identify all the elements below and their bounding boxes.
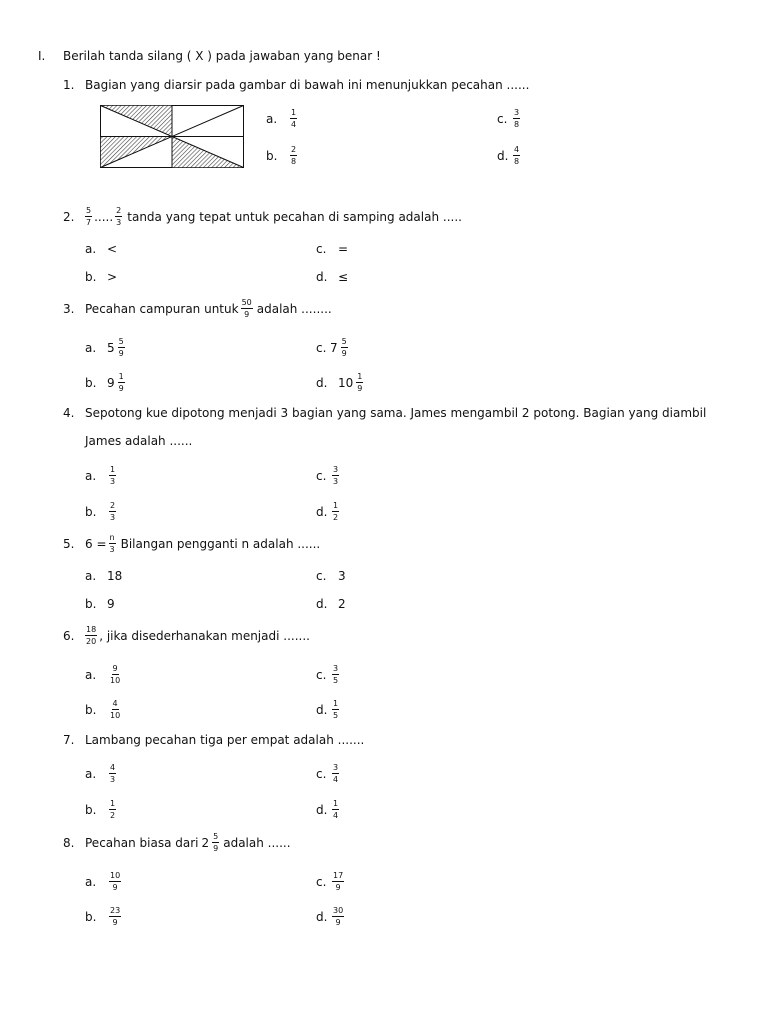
option-label: d. xyxy=(316,909,328,924)
option-label: d. xyxy=(497,148,509,163)
shaded-fraction-figure xyxy=(100,105,244,168)
question-4-text-line2: James adalah ...... xyxy=(85,434,193,448)
question-5-lhs: 6 = xyxy=(85,536,107,551)
option-label: d. xyxy=(316,504,328,519)
question-7-option-c[interactable] xyxy=(316,763,341,784)
question-8-option-d[interactable] xyxy=(316,906,346,927)
option-label: c. xyxy=(497,111,508,126)
option-fraction: $\frac{1}{3}$ xyxy=(110,465,116,486)
question-5-option-d[interactable] xyxy=(316,597,346,611)
option-label: b. xyxy=(85,375,97,390)
option-value: = xyxy=(338,242,349,256)
option-value: ≤ xyxy=(338,270,349,284)
option-fraction: $\frac{4}{10}$ xyxy=(110,699,121,720)
option-label: c. xyxy=(316,874,327,889)
option-fraction: $\frac{1}{2}$ xyxy=(333,501,339,522)
option-fraction: $\frac{2}{8}$ xyxy=(291,145,297,166)
option-value: > xyxy=(107,270,118,284)
option-label: c. xyxy=(316,242,327,256)
question-2-number: 2. xyxy=(63,210,75,224)
question-6-option-d[interactable] xyxy=(316,699,341,720)
question-3-text-after: adalah ........ xyxy=(256,301,332,316)
question-1-text: Bagian yang diarsir pada gambar di bawah ini menunjukkan pecahan ...... xyxy=(85,78,530,92)
option-label: c. xyxy=(316,569,327,583)
question-5-number: 5. xyxy=(63,537,75,551)
question-1-option-a[interactable] xyxy=(266,108,299,129)
option-fraction: $\frac{4}{3}$ xyxy=(110,763,116,784)
question-8-stem xyxy=(85,832,291,853)
question-4-text-line1: Sepotong kue dipotong menjadi 3 bagian yang sama. James mengambil 2 potong. Bagian yang diambil xyxy=(85,406,707,420)
option-value: 2 xyxy=(338,597,346,611)
option-fraction: $\frac{1}{4}$ xyxy=(291,108,297,129)
option-label: d. xyxy=(316,375,328,390)
option-label: b. xyxy=(85,909,97,924)
question-6-option-b[interactable] xyxy=(85,699,123,720)
option-fraction: $\frac{3}{8}$ xyxy=(514,108,520,129)
option-label: a. xyxy=(85,468,97,483)
question-6-stem xyxy=(83,625,310,646)
question-1-number: 1. xyxy=(63,78,75,92)
option-label: d. xyxy=(316,802,328,817)
question-5-stem xyxy=(85,533,320,554)
option-mixed-number: 9 $\frac{1}{9}$ xyxy=(107,372,124,393)
option-fraction: $\frac{23}{9}$ xyxy=(110,906,121,927)
option-fraction: $\frac{9}{10}$ xyxy=(110,664,121,685)
question-7-option-b[interactable] xyxy=(85,799,118,820)
question-6-number: 6. xyxy=(63,629,75,643)
option-mixed-number: 10 $\frac{1}{9}$ xyxy=(338,372,363,393)
question-2-fraction-left: $\frac{5}{7}$ xyxy=(86,206,92,227)
question-7-text: Lambang pecahan tiga per empat adalah ....... xyxy=(85,733,365,747)
option-label: a. xyxy=(85,242,97,256)
option-fraction: $\frac{1}{5}$ xyxy=(333,699,339,720)
option-fraction: $\frac{3}{5}$ xyxy=(333,664,339,685)
question-8-option-a[interactable] xyxy=(85,871,123,892)
question-1-option-b[interactable] xyxy=(266,145,299,166)
question-2-fraction-right: $\frac{2}{3}$ xyxy=(116,206,122,227)
question-3-option-c[interactable] xyxy=(316,337,350,358)
section-numeral: I. xyxy=(38,49,46,63)
question-8-text-after: adalah ...... xyxy=(223,835,291,850)
option-mixed-number: 7 $\frac{5}{9}$ xyxy=(330,337,347,358)
question-5-fraction: $\frac{n}{3}$ xyxy=(109,533,115,554)
option-label: b. xyxy=(85,702,97,717)
question-5-text: Bilangan pengganti n adalah ...... xyxy=(120,536,321,551)
option-label: a. xyxy=(85,874,97,889)
question-4-option-c[interactable] xyxy=(316,465,341,486)
question-2-dots: ..... xyxy=(94,209,114,224)
question-1-option-c[interactable] xyxy=(497,108,522,129)
question-3-option-d[interactable] xyxy=(316,372,365,393)
option-label: c. xyxy=(316,340,327,355)
question-8-text-before: Pecahan biasa dari xyxy=(85,835,199,850)
option-label: b. xyxy=(85,504,97,519)
option-label: b. xyxy=(85,597,97,611)
question-7-option-d[interactable] xyxy=(316,799,341,820)
option-label: a. xyxy=(85,340,97,355)
option-label: d. xyxy=(316,702,328,717)
question-2-text: tanda yang tepat untuk pecahan di samping adalah ..... xyxy=(127,209,462,224)
option-label: b. xyxy=(266,148,278,163)
option-label: a. xyxy=(266,111,278,126)
question-2-option-b[interactable] xyxy=(85,270,117,284)
question-4-option-b[interactable] xyxy=(85,501,118,522)
question-7-number: 7. xyxy=(63,733,75,747)
question-5-option-c[interactable] xyxy=(316,569,346,583)
question-1-option-d[interactable] xyxy=(497,145,522,166)
option-fraction: $\frac{3}{4}$ xyxy=(333,763,339,784)
question-8-option-b[interactable] xyxy=(85,906,123,927)
question-3-number: 3. xyxy=(63,302,75,316)
option-label: b. xyxy=(85,802,97,817)
option-mixed-number: 5 $\frac{5}{9}$ xyxy=(107,337,124,358)
question-3-option-b[interactable] xyxy=(85,372,127,393)
question-3-fraction: $\frac{50}{9}$ xyxy=(241,298,252,319)
question-6-text: , jika disederhanakan menjadi ....... xyxy=(99,628,310,643)
question-7-option-a[interactable] xyxy=(85,763,118,784)
section-instruction: Berilah tanda silang ( X ) pada jawaban yang benar ! xyxy=(63,49,381,63)
option-label: c. xyxy=(316,667,327,682)
question-3-text-before: Pecahan campuran untuk xyxy=(85,301,239,316)
question-2-option-a[interactable] xyxy=(85,242,117,256)
option-label: c. xyxy=(316,766,327,781)
question-4-option-a[interactable] xyxy=(85,465,118,486)
option-fraction: $\frac{17}{9}$ xyxy=(333,871,344,892)
question-8-number: 8. xyxy=(63,836,75,850)
question-8-option-c[interactable] xyxy=(316,871,346,892)
question-2-option-c[interactable] xyxy=(316,242,348,256)
question-3-option-a[interactable] xyxy=(85,337,127,358)
option-value: 18 xyxy=(107,569,123,583)
question-5-option-b[interactable] xyxy=(85,597,115,611)
option-label: a. xyxy=(85,766,97,781)
question-6-fraction: $\frac{18}{20}$ xyxy=(86,625,97,646)
option-label: c. xyxy=(316,468,327,483)
option-fraction: $\frac{10}{9}$ xyxy=(110,871,121,892)
question-4-option-d[interactable] xyxy=(316,501,341,522)
option-fraction: $\frac{4}{8}$ xyxy=(514,145,520,166)
option-fraction: $\frac{2}{3}$ xyxy=(110,501,116,522)
option-label: a. xyxy=(85,667,97,682)
option-label: b. xyxy=(85,270,97,284)
option-fraction: $\frac{1}{4}$ xyxy=(333,799,339,820)
option-label: d. xyxy=(316,270,328,284)
question-6-option-c[interactable] xyxy=(316,664,341,685)
option-fraction: $\frac{1}{2}$ xyxy=(110,799,116,820)
question-4-number: 4. xyxy=(63,406,75,420)
option-value: 3 xyxy=(338,569,346,583)
question-5-option-a[interactable] xyxy=(85,569,122,583)
option-label: d. xyxy=(316,597,328,611)
option-value: 9 xyxy=(107,597,115,611)
question-2-option-d[interactable] xyxy=(316,270,348,284)
question-8-mixed-number: 2 $\frac{5}{9}$ xyxy=(201,832,219,853)
option-value: < xyxy=(107,242,118,256)
question-6-option-a[interactable] xyxy=(85,664,123,685)
option-label: a. xyxy=(85,569,97,583)
question-3-stem xyxy=(85,298,332,319)
question-2-stem xyxy=(83,206,462,227)
option-fraction: $\frac{3}{3}$ xyxy=(333,465,339,486)
option-fraction: $\frac{30}{9}$ xyxy=(333,906,344,927)
